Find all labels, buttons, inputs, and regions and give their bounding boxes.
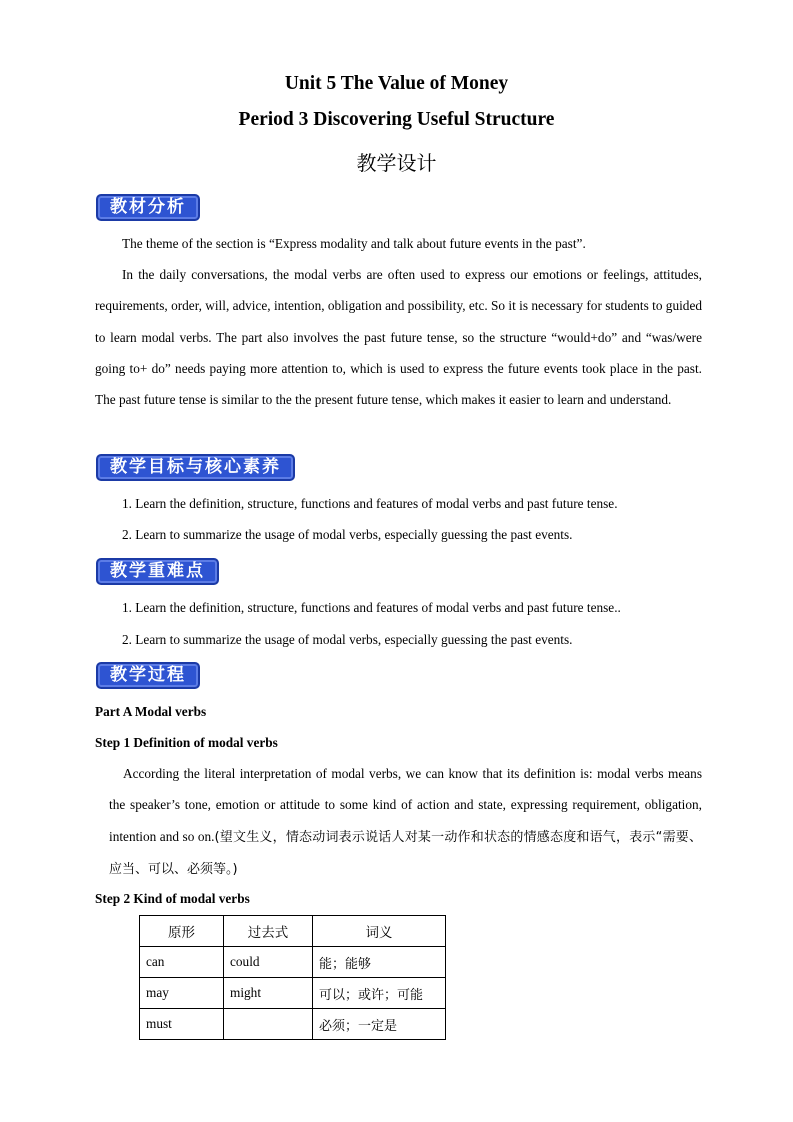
objective-item-2: 2. Learn to summarize the usage of modal verbs, especially guessing the past events. bbox=[122, 527, 573, 542]
table-cell: can bbox=[140, 947, 224, 978]
table-cell: may bbox=[140, 978, 224, 1009]
key-point-item-1: 1. Learn the definition, structure, functions and features of modal verbs and past future tense.. bbox=[122, 600, 621, 615]
document-title: Unit 5 The Value of Money bbox=[284, 73, 509, 94]
section-badge-process: 教学过程 bbox=[96, 662, 200, 689]
table-row bbox=[140, 947, 446, 978]
section-badge-objectives: 教学目标与核心素养 bbox=[96, 454, 295, 481]
step-2-heading: Step 2 Kind of modal verbs bbox=[95, 891, 250, 906]
table-header: 词义 bbox=[313, 916, 446, 947]
analysis-paragraph-2: In the daily conversations, the modal verbs are often used to express our emotions or feelings, attitudes, requirements, order, will, advice, intention, obligation and possibility, etc. So it is necessary for students to guided to learn modal verbs. The part also involves the past future tense, so the structure “would+do” and “was/were going to+ do” needs paying more attention to, which is used to express the future events took place in the past. The past future tense is similar to the the present future tense, which makes it easier to learn and understand. bbox=[95, 267, 702, 408]
section-badge-key-points: 教学重难点 bbox=[96, 558, 219, 585]
table-cell: might bbox=[224, 978, 313, 1009]
table-header-row bbox=[140, 916, 446, 947]
analysis-paragraph-1: The theme of the section is “Express modality and talk about future events in the past”. bbox=[122, 236, 586, 251]
section-badge-analysis: 教材分析 bbox=[96, 194, 200, 221]
table-cell: must bbox=[140, 1009, 224, 1040]
table-header: 过去式 bbox=[224, 916, 313, 947]
key-point-item-2: 2. Learn to summarize the usage of modal verbs, especially guessing the past events. bbox=[122, 632, 573, 647]
part-a-heading: Part A Modal verbs bbox=[95, 704, 207, 719]
document-subtitle: Period 3 Discovering Useful Structure bbox=[238, 109, 555, 130]
document-type: 教学设计 bbox=[356, 151, 437, 175]
modal-verbs-table bbox=[139, 915, 446, 1040]
table-cell: could bbox=[224, 947, 313, 978]
table-row bbox=[140, 1009, 446, 1040]
step-1-heading: Step 1 Definition of modal verbs bbox=[95, 735, 278, 750]
step-1-paragraph: According the literal interpretation of modal verbs, we can know that its definition is: modal verbs means the speaker’s tone, emotion or attitude to some kind of action and state, expressing requirement, obligation, intention and so on.(望文生义，情态动词表示说话人对某一动作和状态的情感态度和语气，表示“需要、应当、可以、必须等。) bbox=[109, 766, 702, 877]
table-cell: 可以；或许；可能 bbox=[313, 978, 446, 1009]
table-header: 原形 bbox=[140, 916, 224, 947]
table-row bbox=[140, 978, 446, 1009]
table-cell: 能；能够 bbox=[313, 947, 446, 978]
objective-item-1: 1. Learn the definition, structure, functions and features of modal verbs and past future tense. bbox=[122, 496, 618, 511]
table-cell: 必须；一定是 bbox=[313, 1009, 446, 1040]
table-cell bbox=[224, 1009, 313, 1040]
